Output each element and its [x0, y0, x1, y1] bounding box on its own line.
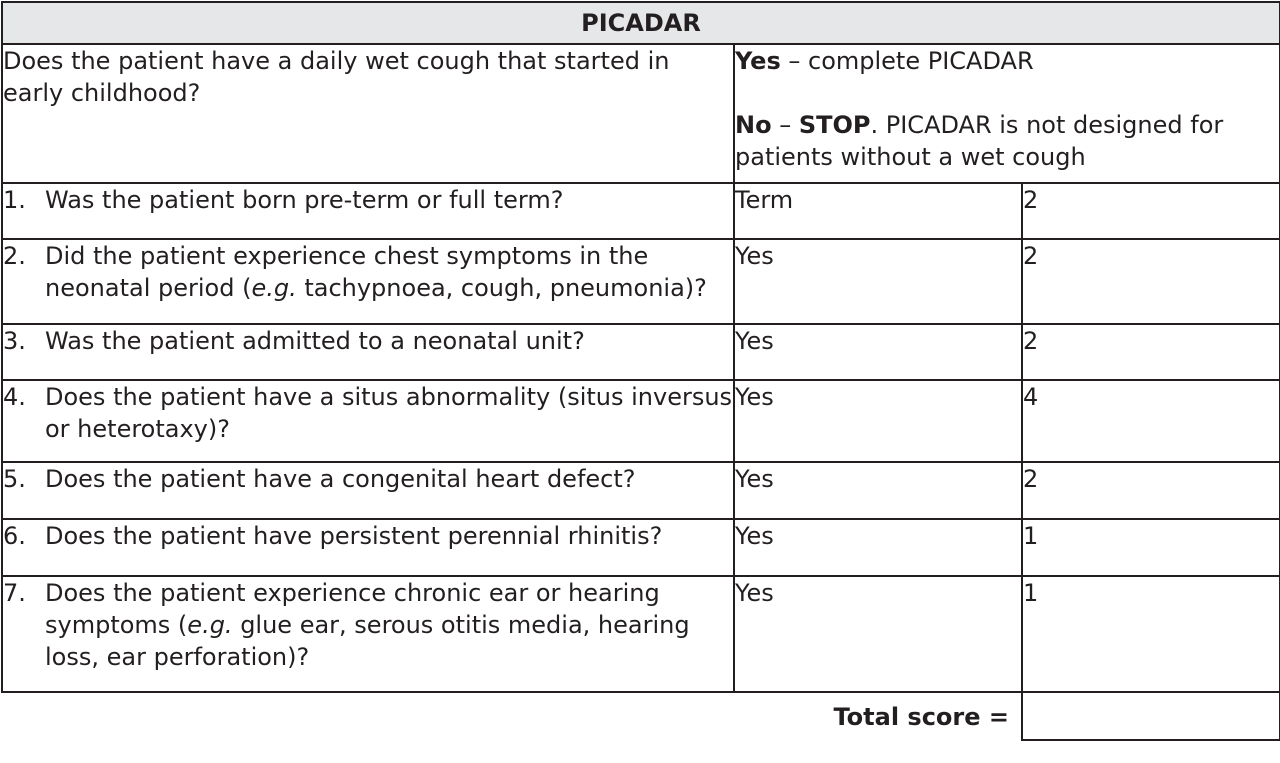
- answer-cell: Yes: [734, 462, 1022, 519]
- stop-label: STOP: [798, 111, 871, 139]
- question-number: 7.: [3, 579, 26, 607]
- question-text: [45, 577, 733, 673]
- question-text: Was the patient born pre-term or full term?: [45, 186, 564, 214]
- points-cell: 4: [1022, 380, 1280, 462]
- answer-cell: Yes: [734, 519, 1022, 576]
- total-score-field[interactable]: [1022, 692, 1280, 740]
- answer-cell: Yes: [734, 239, 1022, 324]
- points-cell: 2: [1022, 324, 1280, 380]
- table-title: PICADAR: [2, 2, 1280, 44]
- picadar-table: [1, 1, 1280, 741]
- question-row-6: [2, 519, 1280, 576]
- question-text: [45, 240, 733, 304]
- question-row-1: [2, 183, 1280, 239]
- question-number: 3.: [3, 327, 26, 355]
- question-row-7: [2, 576, 1280, 692]
- question-number: 6.: [3, 522, 26, 550]
- question-text: Does the patient have a congenital heart defect?: [45, 465, 636, 493]
- question-text: Was the patient admitted to a neonatal unit?: [45, 327, 585, 355]
- eg-abbrev: e.g.: [187, 611, 233, 639]
- question-number: 4.: [3, 383, 26, 411]
- yes-label: Yes: [735, 47, 781, 75]
- points-cell: 2: [1022, 183, 1280, 239]
- question-text: Does the patient have persistent perennial rhinitis?: [45, 522, 663, 550]
- points-cell: 2: [1022, 239, 1280, 324]
- question-text-part: glue ear, serous otitis media, hearing loss, ear perforation)?: [45, 611, 690, 671]
- answer-cell: Term: [734, 183, 1022, 239]
- points-cell: 1: [1022, 519, 1280, 576]
- yes-instruction: [735, 45, 1279, 77]
- yes-text: – complete PICADAR: [780, 47, 1034, 75]
- answer-cell: Yes: [734, 380, 1022, 462]
- eg-abbrev: e.g.: [251, 274, 297, 302]
- question-number: 2.: [3, 242, 26, 270]
- question-text: Does the patient have a situs abnormality (situs inversus or heterotaxy)?: [45, 383, 733, 443]
- no-label: No: [735, 111, 772, 139]
- points-cell: 1: [1022, 576, 1280, 692]
- question-row-2: [2, 239, 1280, 324]
- question-number: 5.: [3, 465, 26, 493]
- question-text-part: Did the patient experience chest symptoms in the neonatal period (: [45, 242, 649, 302]
- answer-cell: Yes: [734, 576, 1022, 692]
- question-row-4: [2, 380, 1280, 462]
- screening-question: Does the patient have a daily wet cough that started in early childhood?: [2, 44, 734, 183]
- total-row: [2, 692, 1280, 740]
- total-score-label: Total score =: [734, 692, 1022, 740]
- answer-cell: Yes: [734, 324, 1022, 380]
- screening-instructions: [734, 44, 1280, 183]
- question-number: 1.: [3, 186, 26, 214]
- total-spacer: [2, 692, 734, 740]
- no-dash: –: [771, 111, 799, 139]
- no-text: . PICADAR is not designed for patients without a wet cough: [735, 111, 1224, 171]
- question-text-part: tachypnoea, cough, pneumonia)?: [296, 274, 707, 302]
- question-text-part: Does the patient experience chronic ear or hearing symptoms (: [45, 579, 660, 639]
- question-row-3: [2, 324, 1280, 380]
- question-row-5: [2, 462, 1280, 519]
- no-instruction: [735, 109, 1279, 173]
- points-cell: 2: [1022, 462, 1280, 519]
